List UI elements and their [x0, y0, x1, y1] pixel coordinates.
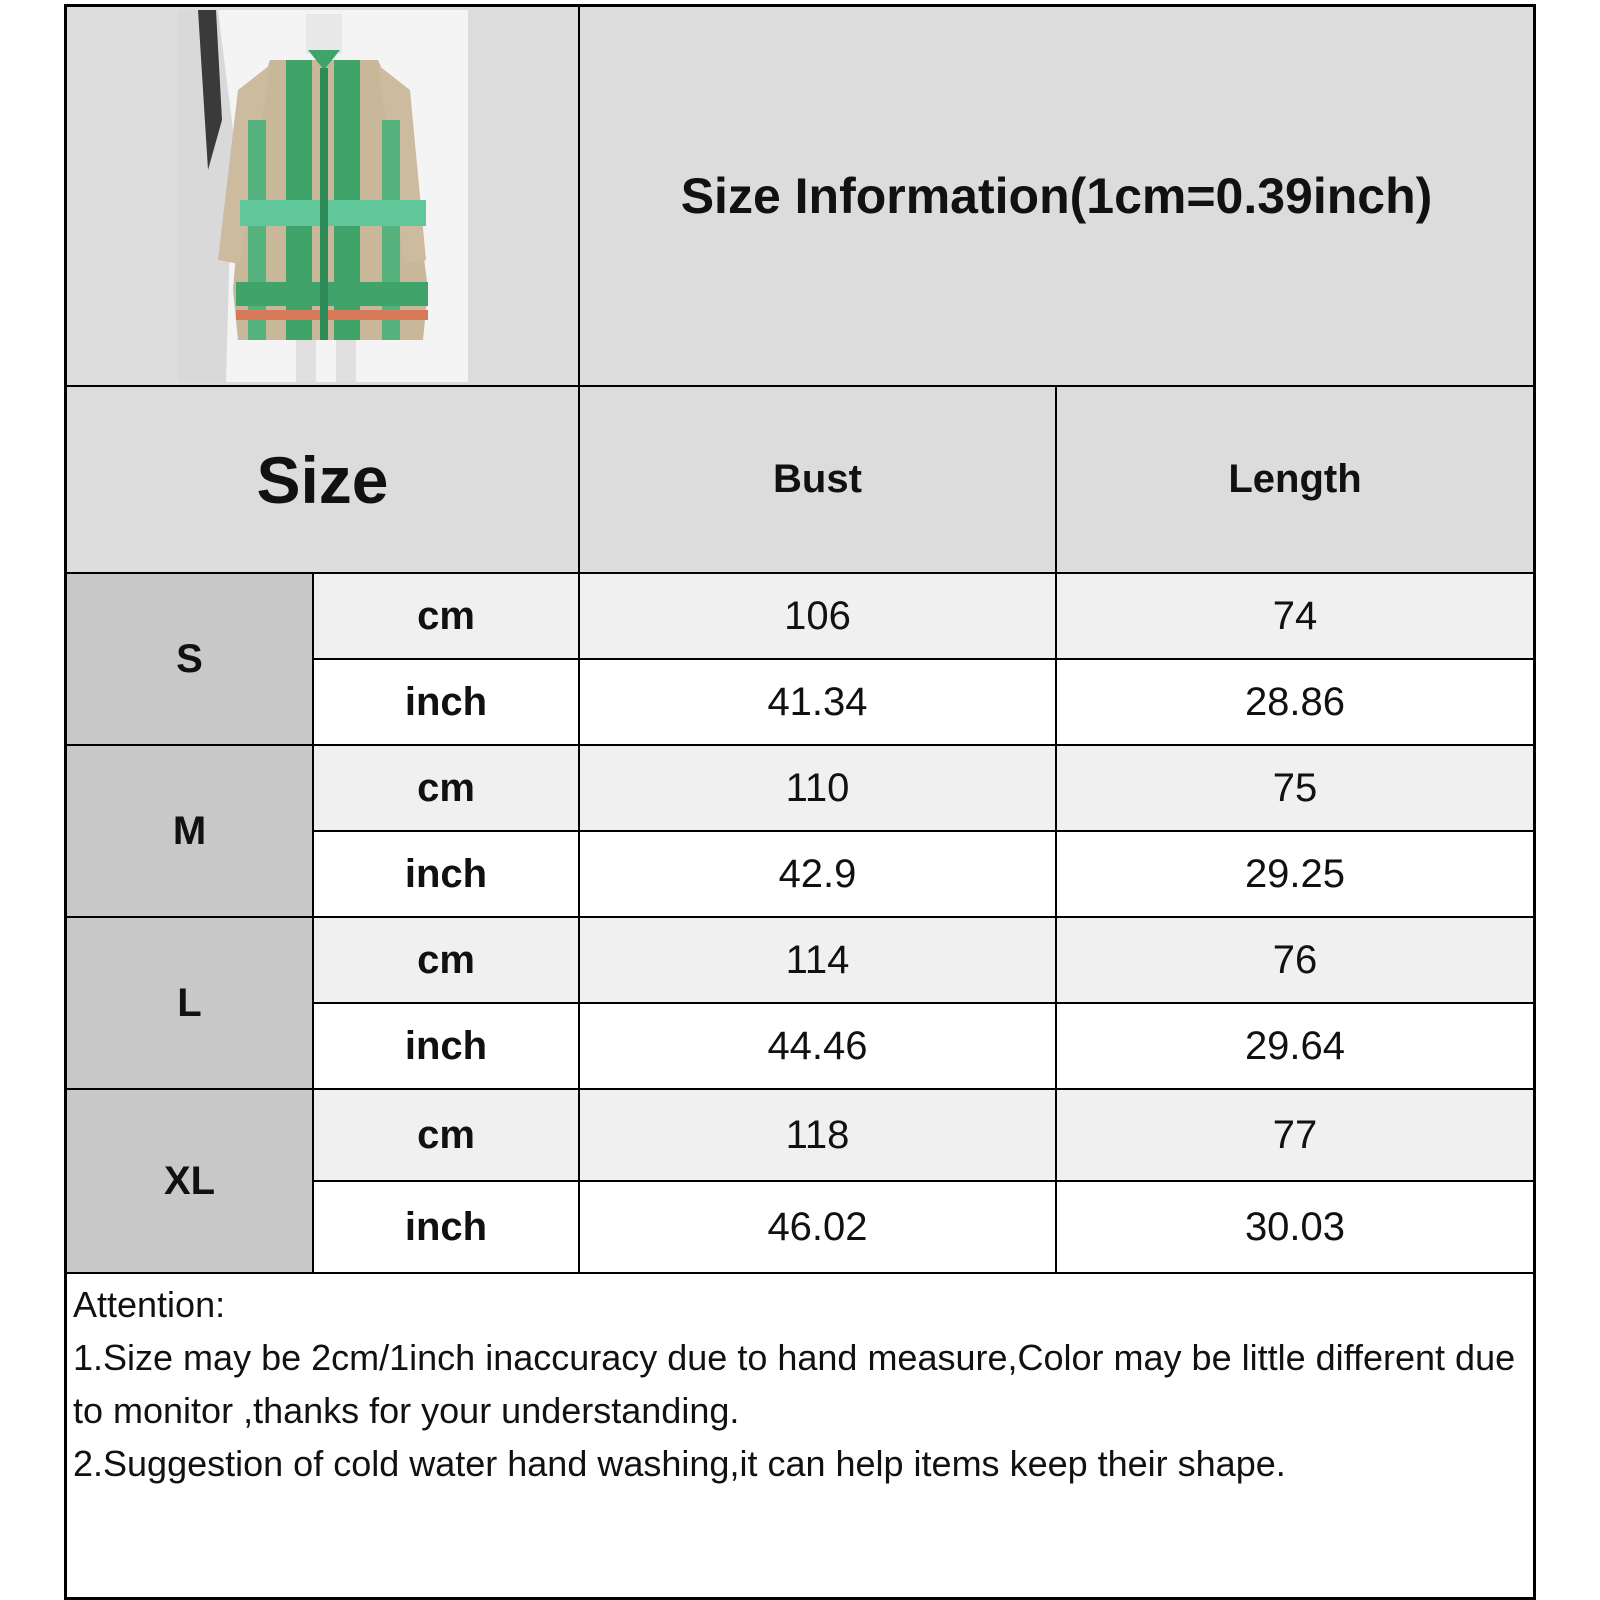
attention-line-1: 1.Size may be 2cm/1inch inaccuracy due to hand measure,Color may be little different due to monitor ,thanks for your understanding. [73, 1337, 1516, 1431]
unit-cm: cm [314, 746, 578, 830]
bust-cm-l: 114 [580, 918, 1055, 1002]
unit-inch: inch [314, 1004, 578, 1088]
size-label-m: M [67, 746, 312, 916]
size-chart-table [64, 4, 1536, 1600]
unit-cm: cm [314, 1090, 578, 1180]
column-header-size: Size [67, 387, 578, 572]
length-inch-m: 29.25 [1057, 832, 1533, 916]
size-info-title: Size Information(1cm=0.39inch) [580, 7, 1533, 385]
bust-inch-s: 41.34 [580, 660, 1055, 744]
length-cm-xl: 77 [1057, 1090, 1533, 1180]
unit-inch: inch [314, 1182, 578, 1272]
length-inch-l: 29.64 [1057, 1004, 1533, 1088]
product-photo-cell [67, 7, 578, 385]
unit-cm: cm [314, 918, 578, 1002]
attention-line-2: 2.Suggestion of cold water hand washing,it can help items keep their shape. [73, 1443, 1286, 1484]
bust-inch-l: 44.46 [580, 1004, 1055, 1088]
column-header-bust: Bust [580, 387, 1055, 572]
bust-cm-m: 110 [580, 746, 1055, 830]
length-inch-xl: 30.03 [1057, 1182, 1533, 1272]
attention-notes [67, 1274, 1533, 1597]
unit-cm: cm [314, 574, 578, 658]
attention-heading: Attention: [73, 1284, 226, 1325]
unit-inch: inch [314, 832, 578, 916]
bust-cm-xl: 118 [580, 1090, 1055, 1180]
length-cm-m: 75 [1057, 746, 1533, 830]
bust-inch-m: 42.9 [580, 832, 1055, 916]
column-header-length: Length [1057, 387, 1533, 572]
length-inch-s: 28.86 [1057, 660, 1533, 744]
size-label-s: S [67, 574, 312, 744]
length-cm-l: 76 [1057, 918, 1533, 1002]
size-label-xl: XL [67, 1090, 312, 1272]
bust-cm-s: 106 [580, 574, 1055, 658]
product-photo [178, 10, 468, 382]
length-cm-s: 74 [1057, 574, 1533, 658]
bust-inch-xl: 46.02 [580, 1182, 1055, 1272]
size-label-l: L [67, 918, 312, 1088]
unit-inch: inch [314, 660, 578, 744]
